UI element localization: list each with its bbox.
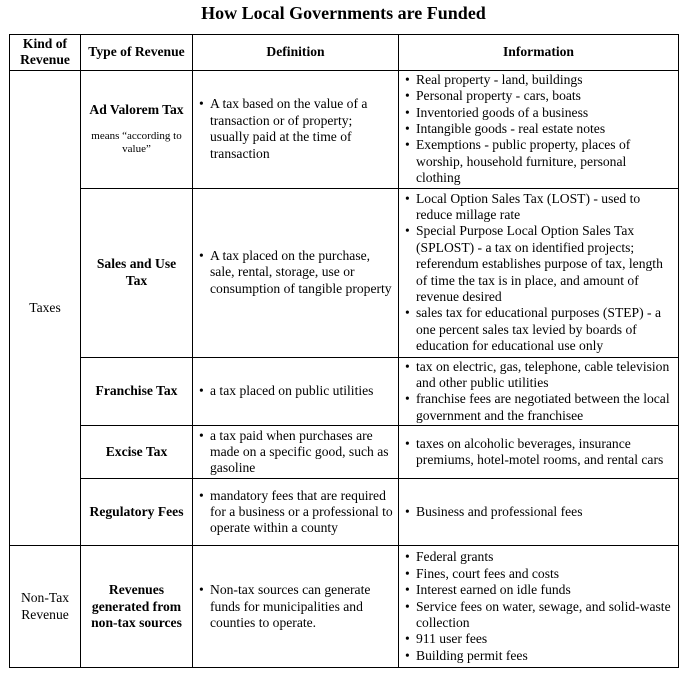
type-cell (81, 426, 193, 479)
kind-nontax: Non-Tax Revenue (10, 546, 81, 668)
info-item: • Local Option Sales Tax (LOST) - used to reduce millage rate (404, 191, 673, 224)
info-item: • 911 user fees (404, 631, 673, 647)
info-item: • Business and professional fees (404, 504, 673, 520)
type-cell (81, 357, 193, 426)
info-item: • Fines, court fees and costs (404, 566, 673, 582)
header-definition: Definition (193, 35, 399, 71)
type-label: Sales and Use Tax (96, 256, 177, 288)
info-cell (399, 70, 679, 188)
type-label: Regulatory Fees (89, 504, 184, 520)
info-item: • Building permit fees (404, 648, 673, 664)
revenue-table (9, 34, 679, 668)
info-item: • Personal property - cars, boats (404, 88, 673, 104)
definition-item: • Non-tax sources can generate funds for municipalities and counties to operate. (198, 582, 393, 631)
table-row (10, 546, 679, 668)
table-row (10, 357, 679, 426)
header-kind: Kind of Revenue (10, 35, 81, 71)
info-item: • Special Purpose Local Option Sales Tax (SPLOST) - a tax on identified projects; referendum establishes purpose of tax, length of time the tax is in place, and amount of revenue desired (404, 223, 673, 305)
info-item: • taxes on alcoholic beverages, insurance premiums, hotel-motel rooms, and rental cars (404, 436, 673, 469)
info-item: • Inventoried goods of a business (404, 105, 673, 121)
info-cell (399, 479, 679, 546)
info-item: • franchise fees are negotiated between the local government and the franchisee (404, 391, 673, 424)
table-row (10, 70, 679, 188)
info-item: • Real property - land, buildings (404, 72, 673, 88)
type-cell (81, 479, 193, 546)
info-item: • Service fees on water, sewage, and solid-waste collection (404, 599, 673, 632)
info-item: • Interest earned on idle funds (404, 582, 673, 598)
definition-cell (193, 70, 399, 188)
type-cell (81, 546, 193, 668)
table-row (10, 188, 679, 357)
info-item: • Exemptions - public property, places of worship, household furniture, personal clothing (404, 137, 673, 186)
header-row (10, 35, 679, 71)
definition-item: • mandatory fees that are required for a business or a professional to operate within a county (198, 488, 393, 537)
info-cell (399, 357, 679, 426)
type-label: Ad Valorem Tax (89, 102, 184, 118)
info-item: • tax on electric, gas, telephone, cable television and other public utilities (404, 359, 673, 392)
info-item: • Federal grants (404, 549, 673, 565)
kind-taxes: Taxes (10, 70, 81, 545)
info-cell (399, 426, 679, 479)
definition-item: • A tax placed on the purchase, sale, rental, storage, use or consumption of tangible property (198, 248, 393, 297)
definition-cell (193, 357, 399, 426)
type-label: Excise Tax (105, 444, 168, 460)
type-cell (81, 188, 193, 357)
info-cell (399, 188, 679, 357)
type-label: Franchise Tax (95, 383, 178, 399)
info-cell (399, 546, 679, 668)
header-information: Information (399, 35, 679, 71)
info-item: • sales tax for educational purposes (STEP) - a one percent sales tax levied by boards of education for educational use only (404, 305, 673, 354)
page-title: How Local Governments are Funded (201, 3, 486, 23)
definition-item: • a tax placed on public utilities (198, 383, 393, 399)
definition-cell (193, 546, 399, 668)
definition-item: • A tax based on the value of a transaction or of property; usually paid at the time of transaction (198, 96, 393, 162)
table-row (10, 479, 679, 546)
definition-cell (193, 426, 399, 479)
definition-cell (193, 188, 399, 357)
type-cell (81, 70, 193, 188)
info-item: • Intangible goods - real estate notes (404, 121, 673, 137)
type-label: Revenues generated from non-tax sources (91, 582, 182, 630)
type-note: means “according to value” (91, 130, 182, 156)
table-row (10, 426, 679, 479)
definition-cell (193, 479, 399, 546)
header-type: Type of Revenue (81, 35, 193, 71)
definition-item: • a tax paid when purchases are made on a specific good, such as gasoline (198, 428, 393, 477)
